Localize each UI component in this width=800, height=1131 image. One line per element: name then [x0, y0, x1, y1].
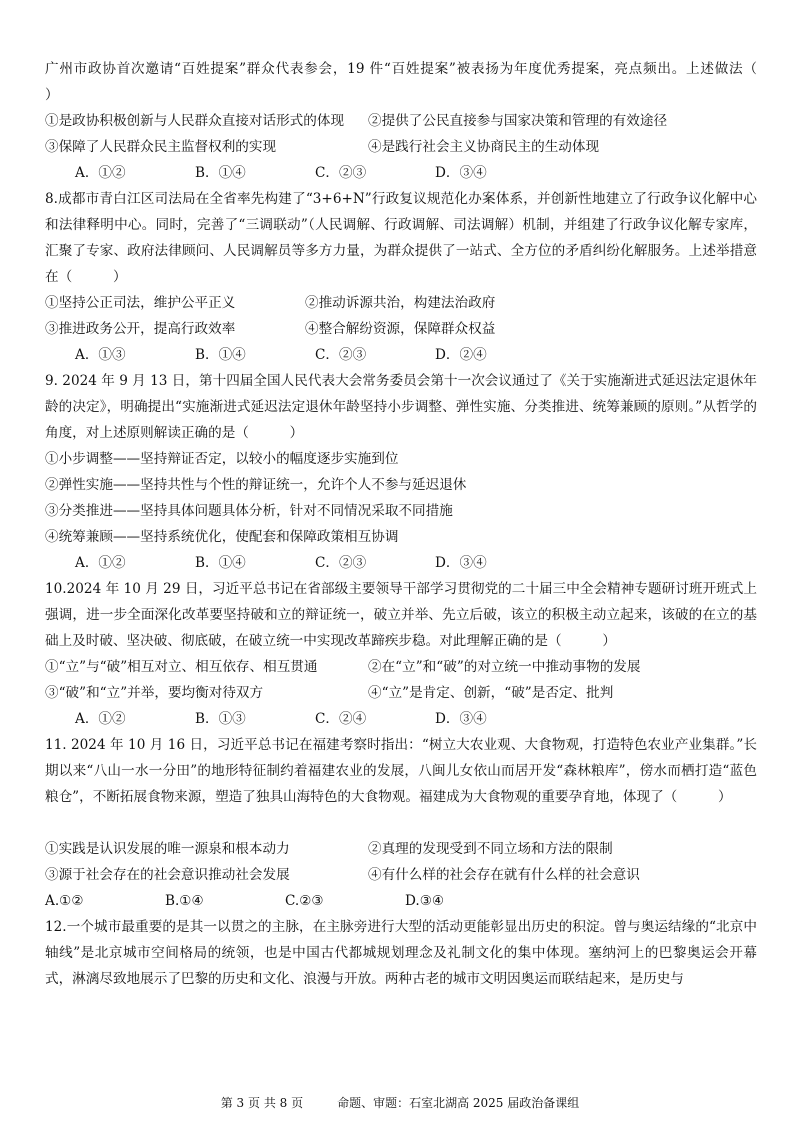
q10-statement-3: ③“破”和“立”并举，要均衡对待双方 — [45, 685, 264, 701]
q11-options — [45, 888, 757, 914]
q11-statements-row1 — [45, 836, 757, 862]
q7-statements-row2 — [45, 134, 757, 160]
q7-option-d: D．③④ — [435, 165, 487, 181]
q9-statement-3: ③分类推进——坚持具体问题具体分析，针对不同情况采取不同措施 — [45, 503, 453, 519]
q8-statement-4: ④整合解纷资源，保障群众权益 — [305, 321, 496, 337]
q9-option-b: B．①④ — [195, 555, 246, 571]
q8-statements-row2 — [45, 316, 757, 342]
q9-option-d: D．③④ — [435, 555, 487, 571]
q7-statements-row1 — [45, 108, 757, 134]
q8-statements-row1 — [45, 290, 757, 316]
q11-statement-3: ③源于社会存在的社会意识推动社会发展 — [45, 867, 290, 883]
q10-option-c: C．②④ — [315, 711, 367, 727]
page-number: 第 3 页 共 8 页 — [220, 1096, 304, 1110]
q11-option-c: C.②③ — [285, 893, 324, 909]
q9-statement-4: ④统筹兼顾——坚持系统优化，使配套和保障政策相互协调 — [45, 529, 399, 545]
q11-statement-1: ①实践是认识发展的唯一源泉和根本动力 — [45, 841, 290, 857]
q8-statement-3: ③推进政务公开，提高行政效率 — [45, 321, 236, 337]
q12-stem: 12.一个城市最重要的是其一以贯之的主脉，在主脉旁进行大型的活动更能彰显出历史的积淀。曾与奥运结缘的“北京中轴线”是北京城市空间格局的统领，也是中国古代都城规划理念及礼制文化的集中体现。塞纳河上的巴黎奥运会开幕式，淋漓尽致地展示了巴黎的历史和文化、浪漫与开放。两种古老的城市文明因奥运而联结起来，是历史与 — [45, 919, 757, 987]
q7-statement-3: ③保障了人民群众民主监督权利的实现 — [45, 139, 277, 155]
page-content — [45, 56, 798, 992]
q7-option-b: B．①④ — [195, 165, 246, 181]
q11-statement-4: ④有什么样的社会存在就有什么样的社会意识 — [368, 867, 640, 883]
footer-credit: 命题、审题：石室北湖高 2025 届政治备课组 — [337, 1096, 580, 1110]
q8-option-c: C．②③ — [315, 347, 367, 363]
q9-statement-2: ②弹性实施——坚持共性与个性的辩证统一，允许个人不参与延迟退休 — [45, 477, 467, 493]
page-footer — [0, 1094, 800, 1111]
q11-statement-2: ②真理的发现受到不同立场和方法的限制 — [368, 841, 613, 857]
q11-option-d: D.③④ — [405, 893, 445, 909]
q10-statement-2: ②在“立”和“破”的对立统一中推动事物的发展 — [368, 659, 641, 675]
q10-option-a: A．①② — [75, 711, 126, 727]
q8-option-a: A．①③ — [75, 347, 126, 363]
q10-options — [45, 706, 757, 732]
q9-stem: 9. 2024 年 9 月 13 日，第十四届全国人民代表大会常务委员会第十一次会议通过了《关于实施渐进式延迟法定退休年龄的决定》，明确提出“实施渐进式延迟法定退休年龄坚持小步调整、弹性实施、分类推进、统筹兼顾的原则。”从哲学的角度，对上述原则解读正确的是（ ） — [45, 373, 757, 441]
q7-option-a: A．①② — [75, 165, 126, 181]
q8-statement-1: ①坚持公正司法，维护公平正义 — [45, 295, 236, 311]
q8-options — [45, 342, 757, 368]
q10-statements-row1 — [45, 654, 757, 680]
q7-option-c: C．②③ — [315, 165, 367, 181]
q8-stem: 8.成都市青白江区司法局在全省率先构建了“3+6+N”行政复议规范化办案体系，并创新性地建立了行政争议化解中心和法律释明中心。同时，完善了“三调联动”（人民调解、行政调解、司法调解）机制，并组建了行政争议化解专家库，汇聚了专家、政府法律顾问、人民调解员等多方力量，为群众提供了一站式、全方位的矛盾纠纷化解服务。上述举措意在（ ） — [45, 191, 757, 285]
q10-option-b: B．①③ — [195, 711, 246, 727]
q11-option-a: A.①② — [45, 893, 84, 909]
q10-option-d: D．③④ — [435, 711, 487, 727]
q10-statement-1: ①“立”与“破”相互对立、相互依存、相互贯通 — [45, 659, 318, 675]
q9-statement-1: ①小步调整——坚持辩证否定，以较小的幅度逐步实施到位 — [45, 451, 399, 467]
q7-statement-1: ①是政协积极创新与人民群众直接对话形式的体现 — [45, 113, 345, 129]
q11-statements-row2 — [45, 862, 757, 888]
q7-statement-2: ②提供了公民直接参与国家决策和管理的有效途径 — [368, 113, 668, 129]
q8-option-d: D．②④ — [435, 347, 487, 363]
q11-option-b: B.①④ — [165, 893, 204, 909]
q10-stem: 10.2024 年 10 月 29 日，习近平总书记在省部级主要领导干部学习贯彻党的二十届三中全会精神专题研讨班开班式上强调，进一步全面深化改革要坚持破和立的辩证统一，破立并举、先立后破，该立的积极主动立起来，该破的在立的基础上及时破、坚决破、彻底破，在破立统一中实现改革蹄疾步稳。对此理解正确的是（ ） — [45, 581, 757, 649]
q11-stem: 11. 2024 年 10 月 16 日，习近平总书记在福建考察时指出：“树立大农业观、大食物观，打造特色农业产业集群。”长期以来“八山一水一分田”的地形特征制约着福建农业的发展，八闽儿女依山而居开发“森林粮库”，傍水而栖打造“蓝色粮仓”，不断拓展食物来源，塑造了独具山海特色的大食物观。福建成为大食物观的重要孕育地，体现了（ ） — [45, 737, 757, 805]
q7-options — [45, 160, 757, 186]
q7-statement-4: ④是践行社会主义协商民主的生动体现 — [368, 139, 600, 155]
q9-options — [45, 550, 757, 576]
q7-stem: 广州市政协首次邀请“百姓提案”群众代表参会，19 件“百姓提案”被表扬为年度优秀提案，亮点频出。上述做法（ ） — [45, 61, 798, 103]
q8-statement-2: ②推动诉源共治，构建法治政府 — [305, 295, 496, 311]
q9-option-a: A．①② — [75, 555, 126, 571]
q9-option-c: C．②③ — [315, 555, 367, 571]
q10-statement-4: ④“立”是肯定、创新，“破”是否定、批判 — [368, 685, 614, 701]
q8-option-b: B．①④ — [195, 347, 246, 363]
q10-statements-row2 — [45, 680, 757, 706]
